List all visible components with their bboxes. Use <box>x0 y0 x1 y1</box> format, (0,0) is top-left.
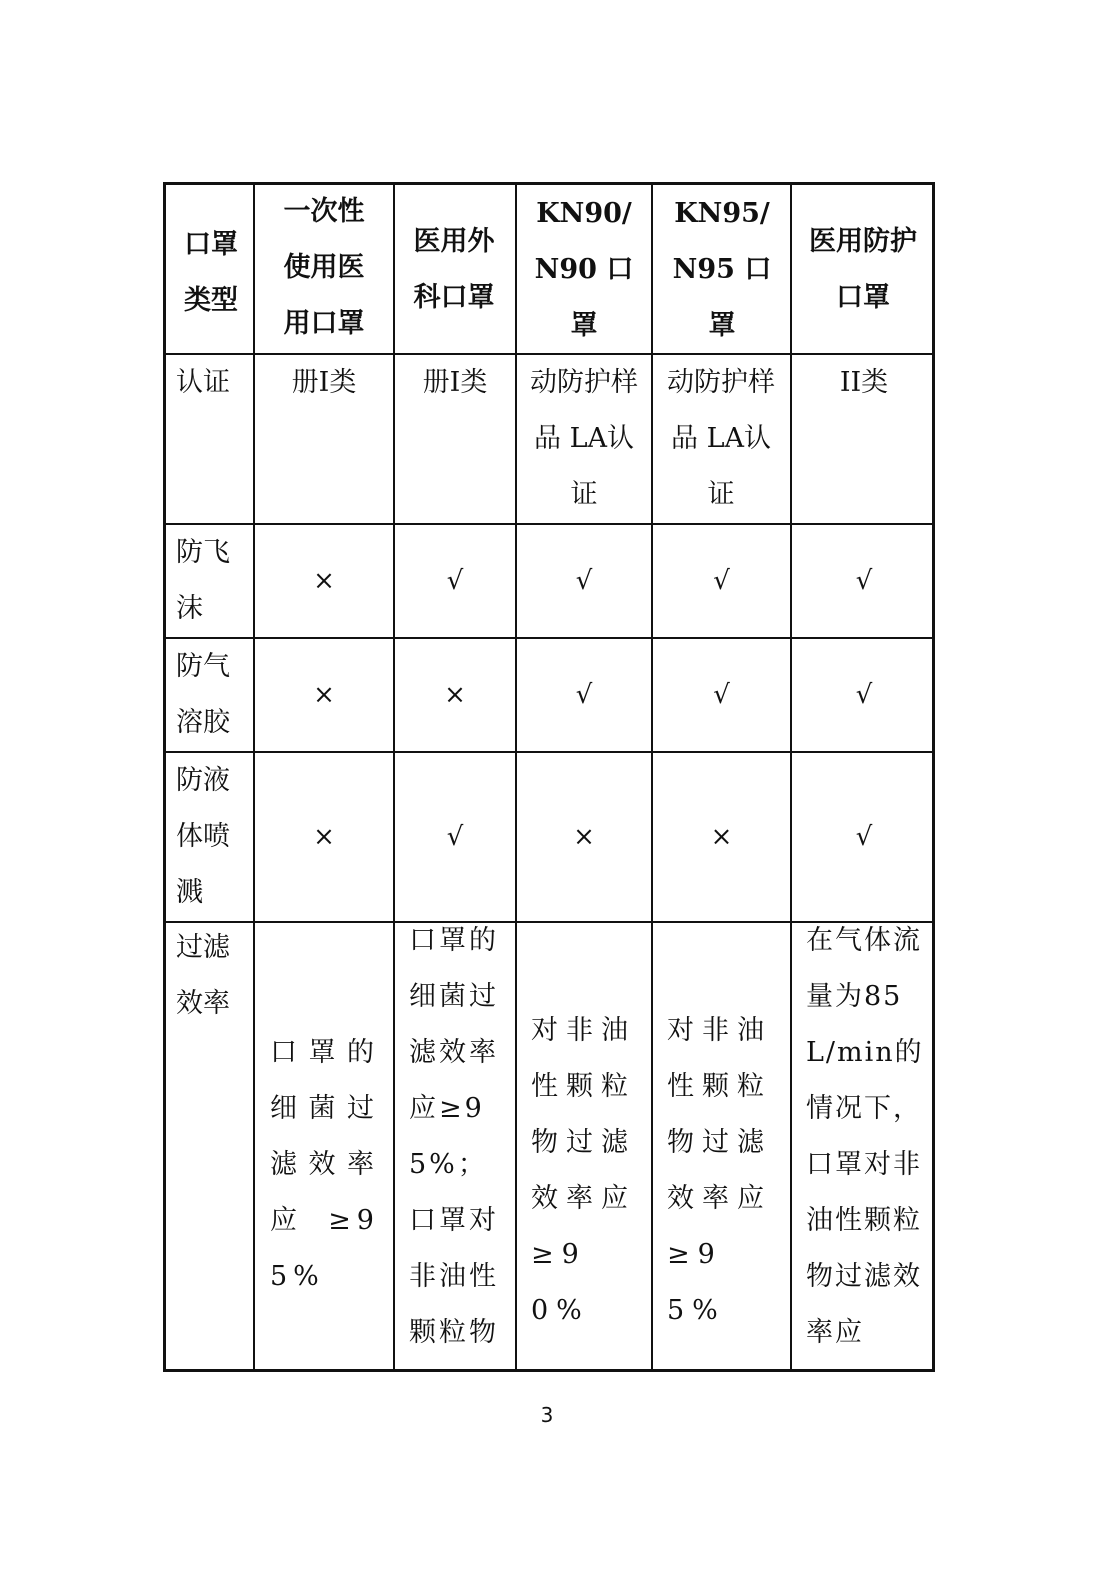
cell-anti-splash: × <box>313 822 335 852</box>
header-kn90-mask: KN90/N90 口罩 <box>534 198 634 341</box>
cell-filtration-efficiency: 口罩的细菌过滤效率应≥95% <box>270 1037 380 1292</box>
cell-filtration-efficiency: 口罩的细菌过滤效率应≥95%；口罩对非油性颗粒物 <box>409 925 499 1348</box>
header-medical-protective-mask: 医用防护口罩 <box>809 226 917 313</box>
header-mask-type: 口罩类型 <box>184 229 238 316</box>
header-surgical-mask: 医用外科口罩 <box>413 226 495 313</box>
row-label-anti-splash: 防液体喷溅 <box>176 765 230 908</box>
cell-anti-splash: × <box>573 822 595 852</box>
cell-anti-aerosol: × <box>444 680 466 710</box>
cell-certification: 册I类 <box>291 367 357 398</box>
header-kn95-mask: KN95/N95 口罩 <box>672 198 772 341</box>
cell-filtration-efficiency: 对非油性颗粒物过滤效率应≥95% <box>667 1015 772 1326</box>
row-label-filtration-efficiency: 过滤效率 <box>176 932 230 1019</box>
header-disposable-medical-mask: 一次性使用医用口罩 <box>283 196 365 339</box>
cell-certification: 册I类 <box>422 367 488 398</box>
cell-anti-droplet: √ <box>713 566 730 596</box>
cell-anti-splash: × <box>710 822 733 852</box>
cell-certification: II类 <box>839 367 889 398</box>
row-label-certification: 认证 <box>176 367 230 398</box>
cell-anti-droplet: √ <box>855 566 873 596</box>
cell-filtration-efficiency: 对非油性颗粒物过滤效率应≥90% <box>531 1015 636 1326</box>
cell-anti-aerosol: √ <box>575 680 593 710</box>
cell-anti-splash: √ <box>446 822 464 852</box>
cell-anti-droplet: √ <box>575 566 593 596</box>
cell-anti-splash: √ <box>855 822 873 852</box>
cell-certification: 动防护样品 LA认证 <box>530 367 638 510</box>
cell-anti-droplet: √ <box>446 566 464 596</box>
cell-filtration-efficiency: 在气体流量为85L/min的情况下，口罩对非油性颗粒物过滤效率应 <box>806 925 924 1348</box>
cell-anti-aerosol: √ <box>855 680 873 710</box>
cell-anti-droplet: × <box>313 566 335 596</box>
page-number: 3 <box>540 1403 554 1427</box>
cell-anti-aerosol: × <box>313 680 335 710</box>
mask-comparison-table <box>163 182 935 1372</box>
row-label-anti-droplet: 防飞沫 <box>176 537 230 624</box>
cell-anti-aerosol: √ <box>713 680 730 710</box>
cell-certification: 动防护样品 LA认证 <box>667 367 775 510</box>
row-label-anti-aerosol: 防气溶胶 <box>176 651 230 738</box>
